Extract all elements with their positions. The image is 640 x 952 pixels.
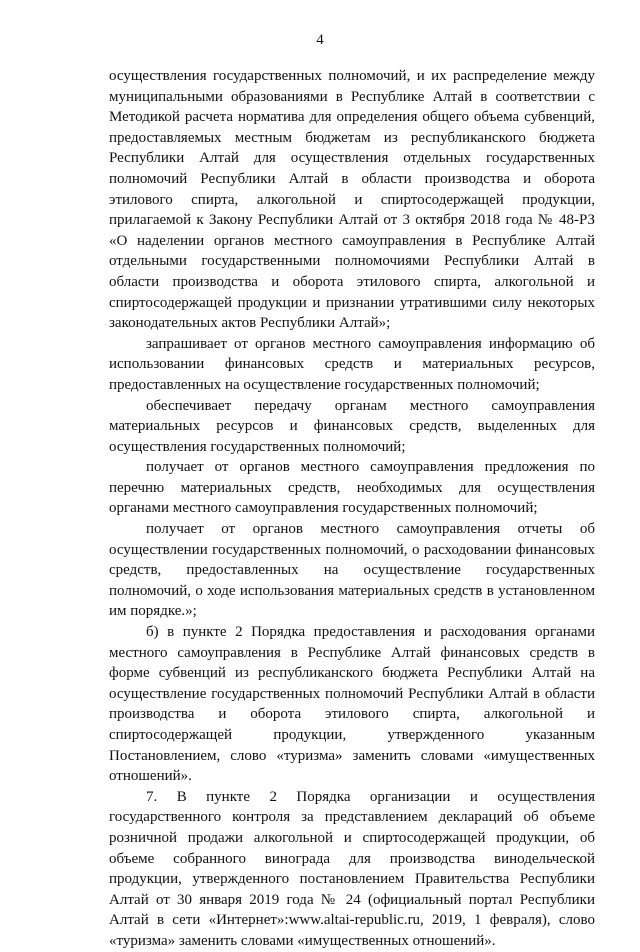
page-number: 4 xyxy=(316,32,324,48)
paragraph-item-b: б) в пункте 2 Порядка предоставления и расходования органами местного самоуправления в Республике Алтай финансовых средств в форме субвенций из республиканского бюджета Республики Алтай на осуществление государственных полномочий Республики Алтай в области производства и оборота этилового спирта, алкогольной и спиртосодержащей продукции, утвержденного указанным Постановлением, слово «туризма» заменить словами «имущественных отношений». xyxy=(109,624,595,785)
paragraph-item-7: 7. В пункте 2 Порядка организации и осуществления государственного контроля за представлением деклараций об объеме розничной продажи алкогольной и спиртосодержащей продукции, об объеме собранного винограда для производства винодельческой продукции, утвержденного постановлением Правительства Республики Алтай от 30 января 2019 года № 24 (официальный портал Республики Алтай в сети «Интернет»:www.altai-republic.ru, 2019, 1 февраля), слово «туризма» заменить словами «имущественных отношений». xyxy=(109,788,595,949)
paragraph-receive-reports: получает от органов местного самоуправления отчеты об осуществлении государственных полномочий, о расходовании финансовых средств, предоставленных на осуществление государственных полномочий, о ходе использования материальных средств в установленном им порядке.»; xyxy=(109,521,595,620)
paragraph-request-info: запрашивает от органов местного самоуправления информацию об использовании финансовых средств и материальных ресурсов, предоставленных на осуществление государственных полномочий; xyxy=(109,335,595,393)
paragraph-receive-proposals: получает от органов местного самоуправления предложения по перечню материальных средств, необходимых для осуществления органами местного самоуправления государственных полномочий; xyxy=(109,459,595,517)
paragraph-ensure-transfer: обеспечивает передачу органам местного самоуправления материальных ресурсов и финансовых средств, выделенных для осуществления государственных полномочий; xyxy=(109,397,595,455)
document-body xyxy=(109,66,595,952)
paragraph-continuation: осуществления государственных полномочий, и их распределение между муниципальными образованиями в Республике Алтай в соответствии с Методикой расчета норматива для определения общего объема субвенций, предоставляемых местным бюджетам из республиканского бюджета Республики Алтай для осуществления отдельных государственных полномочий Республики Алтай в области производства и оборота этилового спирта, алкогольной и спиртосодержащей продукции, прилагаемой к Закону Республики Алтай от 3 октября 2018 года № 48-РЗ «О наделении органов местного самоуправления в Республике Алтай отдельными государственными полномочиями Республики Алтай в области производства и оборота этилового спирта, алкогольной и спиртосодержащей продукции и признании утратившими силу некоторых законодательных актов Республики Алтай»; xyxy=(109,68,595,332)
